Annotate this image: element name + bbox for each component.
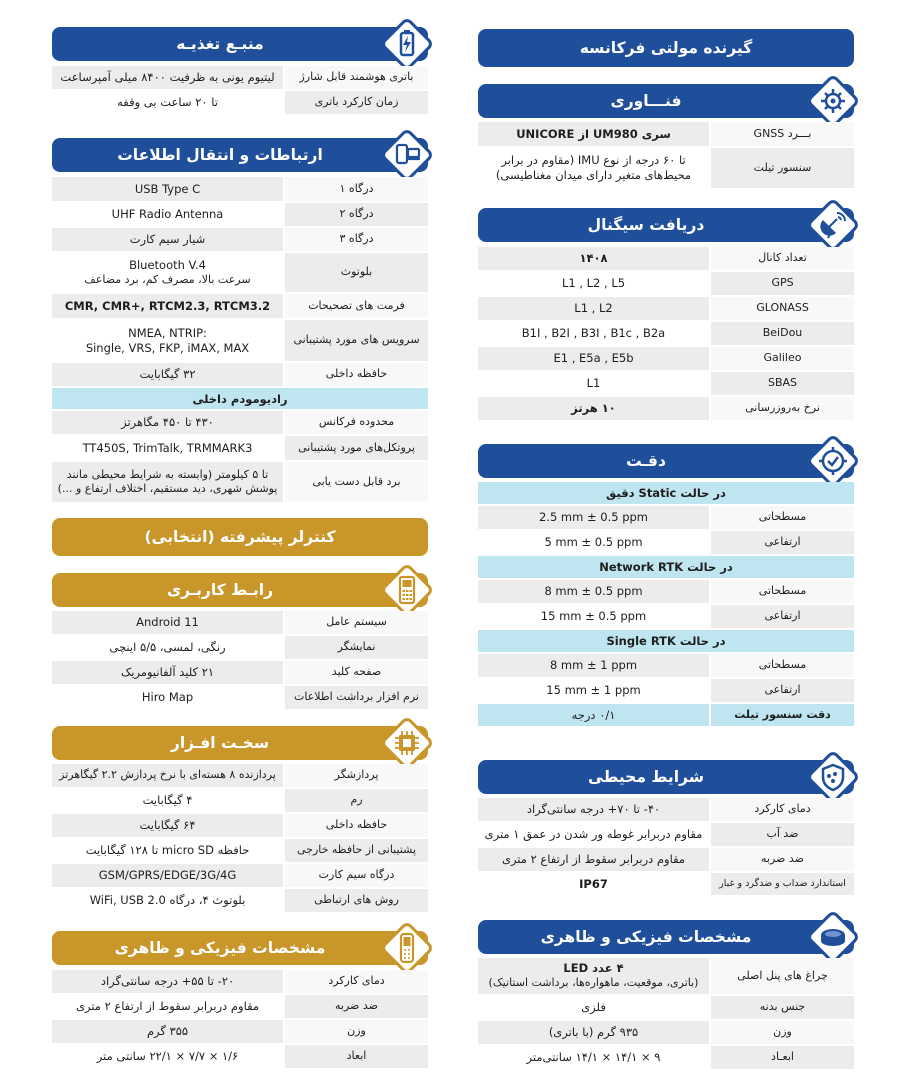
table-row xyxy=(52,363,428,386)
spec-value: USB Type C xyxy=(52,177,283,201)
environment-table xyxy=(478,798,854,897)
spec-value: شیار سیم کارت xyxy=(52,228,283,251)
section-title: دقـت xyxy=(626,452,666,470)
spec-value: GSM/GPRS/EDGE/3G/4G xyxy=(52,864,283,887)
spec-value: ۹۳۵ گرم (با باتری) xyxy=(478,1021,709,1044)
table-row xyxy=(52,764,428,787)
spec-value: ۴۳۰ تا ۴۵۰ مگاهرتز xyxy=(52,411,283,434)
spec-value-line: NMEA, NTRIP: xyxy=(128,325,207,340)
spec-value: مقاوم دربرابر سقوط از ارتفاع ۲ متری xyxy=(52,995,283,1018)
spec-label: ابعـاد xyxy=(711,1046,854,1069)
table-row xyxy=(52,864,428,887)
spec-label: دمای کارکرد xyxy=(711,798,854,821)
spec-label: پشتیبانی از حافظه خارجی xyxy=(285,839,428,862)
radio-modem-subheader: رادیومودم داخلی xyxy=(52,388,428,409)
table-row xyxy=(478,397,854,420)
table-row xyxy=(478,704,854,726)
table-row xyxy=(52,814,428,837)
spec-label: ارتفاعی xyxy=(711,605,854,628)
spec-value: TT450S, TrimTalk, TRMMARK3 xyxy=(52,436,283,460)
accuracy-table xyxy=(478,482,854,728)
section-title: ارتباطات و انتقال اطلاعات xyxy=(117,146,323,164)
spec-value: Hiro Map xyxy=(52,686,283,709)
technology-table xyxy=(478,122,854,190)
spec-value: 8 mm ± 1 ppm xyxy=(478,654,709,677)
spec-label: SBAS xyxy=(711,372,854,395)
spec-value: L1 xyxy=(478,372,709,395)
spec-value: ۰/۱ درجه xyxy=(478,704,709,726)
spec-label: دمای کارکرد xyxy=(285,970,428,993)
table-row xyxy=(478,506,854,529)
spec-label: نرخ به‌روزرسانی xyxy=(711,397,854,420)
table-row xyxy=(52,228,428,251)
spec-value: 5 mm ± 0.5 ppm xyxy=(478,531,709,554)
spec-value: تا ۲۰ ساعت بی وقفه xyxy=(52,91,283,114)
spec-label: BeiDou xyxy=(711,322,854,345)
table-row xyxy=(478,148,854,188)
spec-value: ۳۲ گیگابایت xyxy=(52,363,283,386)
spec-value: مقاوم دربرابر سقوط از ارتفاع ۲ متری xyxy=(478,848,709,871)
table-row xyxy=(52,1045,428,1068)
table-row xyxy=(52,177,428,201)
spec-value-line: محیط‌های متغیر دارای میدان مغناطیسی) xyxy=(495,168,692,182)
spec-label: ضد ضربه xyxy=(711,848,854,871)
spec-label: حافظه داخلی xyxy=(285,814,428,837)
section-title: سخـت افـزار xyxy=(170,734,270,752)
table-row xyxy=(52,462,428,502)
spec-label: بـــرد GNSS xyxy=(711,122,854,146)
spec-value-line: تا ۵ کیلومتر (وابسته به شرایط محیطی مانند xyxy=(66,467,269,481)
table-row xyxy=(478,873,854,895)
spec-label: جنس بدنه xyxy=(711,996,854,1019)
spec-label: مسطحاتی xyxy=(711,654,854,677)
receiver-title: گیرنده مولتی فرکانسه xyxy=(579,39,753,57)
environment-header xyxy=(478,760,854,794)
spec-value: L1 , L2 , L5 xyxy=(478,272,709,295)
spec-label: مسطحاتی xyxy=(711,580,854,603)
spec-label: درگاه سیم کارت xyxy=(285,864,428,887)
spec-value-line: تا ۶۰ درجه از نوع IMU (مقاوم در برابر xyxy=(501,153,686,168)
accuracy-header xyxy=(478,444,854,478)
gnss-receiver-icon xyxy=(806,910,860,964)
single-rtk-subheader: در حالت Single RTK xyxy=(478,630,854,652)
ui-table xyxy=(52,611,428,711)
spec-label: ارتفاعی xyxy=(711,679,854,702)
table-row xyxy=(52,1020,428,1043)
section-title: کنترلر پیشرفته (انتخابی) xyxy=(144,528,336,546)
spec-value xyxy=(52,253,283,292)
comms-table xyxy=(52,177,428,504)
table-row xyxy=(478,347,854,370)
spec-value xyxy=(478,958,709,994)
table-row xyxy=(52,436,428,460)
spec-value: ۳۵۵ گرم xyxy=(52,1020,283,1043)
spec-value: لیتیوم یونی به ظرفیت ۸۴۰۰ میلی آمپرساعت xyxy=(52,66,283,89)
spec-value: مقاوم دربرابر غوطه ور شدن در عمق ۱ متری xyxy=(478,823,709,846)
table-row xyxy=(52,411,428,434)
spec-label: مسطحاتی xyxy=(711,506,854,529)
spec-label: ابعاد xyxy=(285,1045,428,1068)
spec-value-line: Bluetooth V.4 xyxy=(129,257,206,272)
spec-label: درگاه ۲ xyxy=(285,203,428,226)
spec-value: ۱۴۰۸ xyxy=(478,247,709,270)
spec-label: باتری هوشمند قابل شارژ xyxy=(285,66,428,89)
weather-shield-icon xyxy=(806,750,860,804)
table-row xyxy=(478,823,854,846)
spec-value xyxy=(478,148,709,188)
hardware-header xyxy=(52,726,428,760)
spec-label: فرمت های تصحیحات xyxy=(285,294,428,318)
table-row xyxy=(478,605,854,628)
spec-value: ۲۰- تا ۵۵+ درجه سانتی‌گراد xyxy=(52,970,283,993)
spec-label: ضد آب xyxy=(711,823,854,846)
table-row xyxy=(478,247,854,270)
spec-label: برد قابل دست یابی xyxy=(285,462,428,502)
controller-physical-header xyxy=(52,931,428,965)
gear-chip-icon xyxy=(806,74,860,128)
section-title: رابـط کاربـری xyxy=(166,581,274,599)
battery-icon xyxy=(380,17,434,71)
table-row xyxy=(478,297,854,320)
table-row xyxy=(52,970,428,993)
table-row xyxy=(478,322,854,345)
spec-value: Android 11 xyxy=(52,611,283,634)
table-row xyxy=(478,372,854,395)
spec-label: تعداد کانال xyxy=(711,247,854,270)
spec-label: روش های ارتباطی xyxy=(285,889,428,912)
spec-value: ۴۰- تا ۷۰+ درجه سانتی‌گراد xyxy=(478,798,709,821)
table-row xyxy=(478,798,854,821)
table-row xyxy=(478,1046,854,1069)
table-row xyxy=(478,996,854,1019)
table-row xyxy=(478,1021,854,1044)
signal-header xyxy=(478,208,854,242)
section-title: دریافت سیگنال xyxy=(587,216,705,234)
spec-label: ضد ضربه xyxy=(285,995,428,1018)
table-row xyxy=(478,958,854,994)
table-row xyxy=(52,661,428,684)
spec-label: GPS xyxy=(711,272,854,295)
table-row xyxy=(478,654,854,677)
spec-value: ۹ × ۱۴/۱ × ۱۴/۱ سانتی‌متر xyxy=(478,1046,709,1069)
devices-icon xyxy=(380,128,434,182)
spec-label: پروتکل‌های مورد پشتیبانی xyxy=(285,436,428,460)
spec-label: دقت سنسور تیلت xyxy=(711,704,854,726)
static-subheader: در حالت Static دقیق xyxy=(478,482,854,504)
table-row xyxy=(52,611,428,634)
table-row xyxy=(478,679,854,702)
comms-header xyxy=(52,138,428,172)
spec-label: Galileo xyxy=(711,347,854,370)
table-row xyxy=(52,253,428,292)
section-title: مشخصات فیزیکی و ظاهری xyxy=(540,928,752,946)
receiver-title-bar xyxy=(478,29,854,67)
receiver-physical-table xyxy=(478,958,854,1071)
table-row xyxy=(478,272,854,295)
table-row xyxy=(52,789,428,812)
spec-value-line: (باتری، موقعیت، ماهواره‌ها، برداشت استاتیک) xyxy=(488,976,699,990)
spec-value: CMR, CMR+, RTCM2.3, RTCM3.2 xyxy=(52,294,283,318)
spec-label: نرم افزار برداشت اطلاعات xyxy=(285,686,428,709)
spec-value: 2.5 mm ± 0.5 ppm xyxy=(478,506,709,529)
controller-banner xyxy=(52,518,428,556)
spec-label: چراغ های پنل اصلی xyxy=(711,958,854,994)
table-row xyxy=(478,580,854,603)
spec-value: E1 , E5a , E5b xyxy=(478,347,709,370)
signal-table xyxy=(478,247,854,422)
power-header xyxy=(52,27,428,61)
table-row xyxy=(52,686,428,709)
table-row xyxy=(478,122,854,146)
handheld-keypad-icon xyxy=(380,563,434,617)
spec-value-line: سرعت بالا، مصرف کم، برد مضاعف xyxy=(84,272,251,286)
spec-value: پردازنده ۸ هسته‌ای با نرخ پردازش ۲.۲ گیگاهرتز xyxy=(52,764,283,787)
spec-label: درگاه ۳ xyxy=(285,228,428,251)
spec-label: محدوده فرکانس xyxy=(285,411,428,434)
spec-label: حافظه داخلی xyxy=(285,363,428,386)
section-title: فنـــاوری xyxy=(610,92,682,110)
spec-value: ۱/۶ × ۷/۷ × ۲۲/۱ سانتی متر xyxy=(52,1045,283,1068)
spec-label: رم xyxy=(285,789,428,812)
spec-label: استاندارد ضداب و ضدگرد و غبار xyxy=(711,873,854,895)
spec-value: بلوتوث ۴، درگاه WiFi, USB 2.0 xyxy=(52,889,283,912)
spec-label: نمایشگر xyxy=(285,636,428,659)
receiver-physical-header xyxy=(478,920,854,954)
network-rtk-subheader: در حالت Network RTK xyxy=(478,556,854,578)
spec-label: سیستم عامل xyxy=(285,611,428,634)
spec-label: وزن xyxy=(285,1020,428,1043)
table-row xyxy=(52,839,428,862)
spec-label: سرویس های مورد پشتیبانی xyxy=(285,320,428,361)
table-row xyxy=(52,889,428,912)
spec-value xyxy=(52,462,283,502)
section-title: منبـع تغذیـه xyxy=(176,35,264,53)
technology-header xyxy=(478,84,854,118)
hardware-table xyxy=(52,764,428,914)
table-row xyxy=(52,91,428,114)
spec-value-line: Single, VRS, FKP, iMAX, MAX xyxy=(85,340,250,355)
spec-value: رنگی، لمسی، ۵/۵ اینچی xyxy=(52,636,283,659)
power-table xyxy=(52,66,428,116)
spec-label: GLONASS xyxy=(711,297,854,320)
spec-value: فلزی xyxy=(478,996,709,1019)
spec-label: وزن xyxy=(711,1021,854,1044)
table-row xyxy=(52,203,428,226)
table-row xyxy=(52,636,428,659)
spec-label: درگاه ۱ xyxy=(285,177,428,201)
controller-physical-table xyxy=(52,970,428,1070)
table-row xyxy=(478,531,854,554)
spec-value: ۴ گیگابایت xyxy=(52,789,283,812)
spec-label: سنسور تیلت xyxy=(711,148,854,188)
spec-value-line: پوشش شهری، دید مستقیم، اختلاف ارتفاع و ...) xyxy=(57,482,278,495)
spec-value: 8 mm ± 0.5 ppm xyxy=(478,580,709,603)
table-row xyxy=(478,848,854,871)
spec-value: 15 mm ± 1 ppm xyxy=(478,679,709,702)
table-row xyxy=(52,320,428,361)
spec-value-line: ۴ عدد LED xyxy=(563,961,624,976)
spec-value: B1I , B2I , B3I , B1c , B2a xyxy=(478,322,709,345)
table-row xyxy=(52,995,428,1018)
spec-label: پردازشگر xyxy=(285,764,428,787)
spec-value: IP67 xyxy=(478,873,709,895)
spec-value: L1 , L2 xyxy=(478,297,709,320)
spec-label: ارتفاعی xyxy=(711,531,854,554)
spec-label: صفحه کلید xyxy=(285,661,428,684)
table-row xyxy=(52,294,428,318)
table-row xyxy=(52,66,428,89)
ui-header xyxy=(52,573,428,607)
spec-label: بلوتوث xyxy=(285,253,428,292)
spec-value: ۶۴ گیگابایت xyxy=(52,814,283,837)
cpu-chip-icon xyxy=(380,716,434,770)
section-title: شرایط محیطی xyxy=(588,768,704,786)
spec-label: زمان کارکرد باتری xyxy=(285,91,428,114)
spec-value: ۱۰ هرتز xyxy=(478,397,709,420)
spec-value: سری UM980 از UNICORE xyxy=(478,122,709,146)
section-title: مشخصات فیزیکی و ظاهری xyxy=(114,939,326,957)
satellite-dish-icon xyxy=(806,198,860,252)
spec-value xyxy=(52,320,283,361)
spec-value: UHF Radio Antenna xyxy=(52,203,283,226)
spec-value: 15 mm ± 0.5 ppm xyxy=(478,605,709,628)
handheld-device-icon xyxy=(380,921,434,975)
spec-value: حافظه micro SD تا ۱۲۸ گیگابایت xyxy=(52,839,283,862)
target-check-icon xyxy=(806,434,860,488)
spec-value: ۲۱ کلید آلفانیومریک xyxy=(52,661,283,684)
